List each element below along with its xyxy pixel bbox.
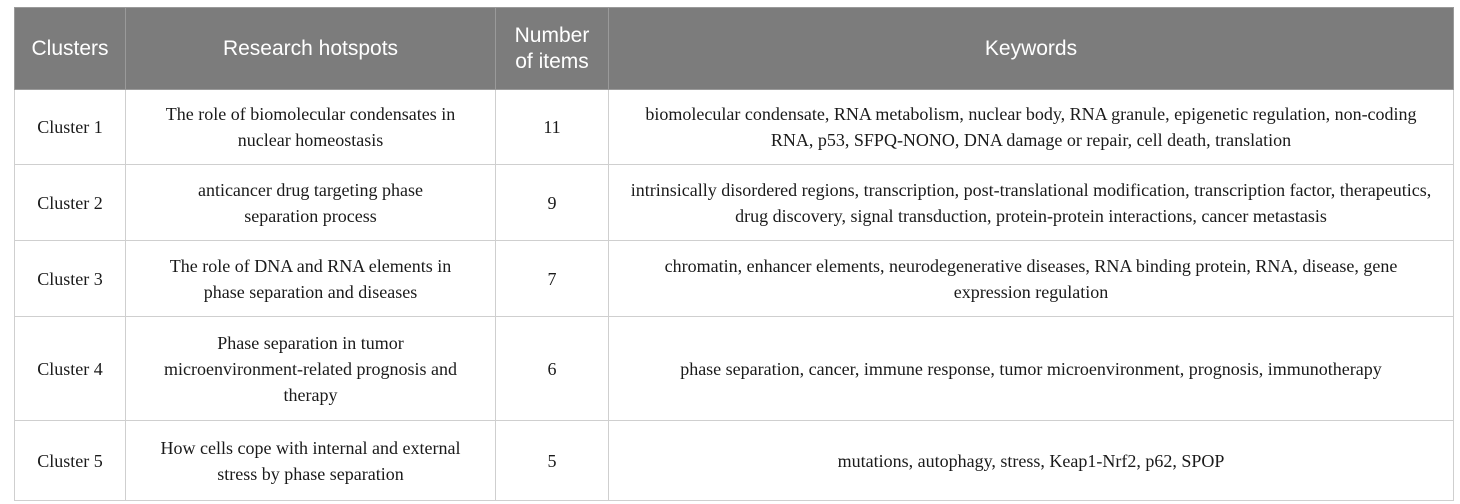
header-keywords: Keywords [609, 8, 1454, 90]
items-cell: 11 [496, 90, 609, 165]
header-number-of-items-label: Number of items [514, 23, 590, 73]
cluster-cell: Cluster 3 [15, 241, 126, 317]
table-row [15, 421, 1454, 501]
cluster-cell: Cluster 4 [15, 317, 126, 421]
keywords-cell: biomolecular condensate, RNA metabolism, nuclear body, RNA granule, epigenetic regulation, non-coding RNA, p53, SFPQ-NONO, DNA damage or repair, cell death, translation [609, 90, 1454, 165]
header-row [15, 8, 1454, 90]
hotspot-cell: The role of biomolecular condensates in nuclear homeostasis [126, 90, 496, 165]
keywords-cell: intrinsically disordered regions, transcription, post-translational modification, transcription factor, therapeutics, drug discovery, signal transduction, protein-protein interactions, cancer metastasis [609, 165, 1454, 241]
header-number-of-items [496, 8, 609, 90]
header-clusters: Clusters [15, 8, 126, 90]
hotspot-cell: Phase separation in tumor microenvironment-related prognosis and therapy [126, 317, 496, 421]
items-cell: 5 [496, 421, 609, 501]
research-hotspots-table [14, 7, 1454, 501]
table-row [15, 165, 1454, 241]
hotspot-cell: How cells cope with internal and external stress by phase separation [126, 421, 496, 501]
keywords-cell: chromatin, enhancer elements, neurodegenerative diseases, RNA binding protein, RNA, disease, gene expression regulation [609, 241, 1454, 317]
keywords-cell: mutations, autophagy, stress, Keap1-Nrf2, p62, SPOP [609, 421, 1454, 501]
items-cell: 7 [496, 241, 609, 317]
table-row [15, 241, 1454, 317]
table-row [15, 317, 1454, 421]
cluster-cell: Cluster 2 [15, 165, 126, 241]
keywords-cell: phase separation, cancer, immune response, tumor microenvironment, prognosis, immunotherapy [609, 317, 1454, 421]
cluster-cell: Cluster 5 [15, 421, 126, 501]
cluster-cell: Cluster 1 [15, 90, 126, 165]
items-cell: 6 [496, 317, 609, 421]
table-row [15, 90, 1454, 165]
items-cell: 9 [496, 165, 609, 241]
hotspot-cell: The role of DNA and RNA elements in phase separation and diseases [126, 241, 496, 317]
header-research-hotspots: Research hotspots [126, 8, 496, 90]
hotspot-cell: anticancer drug targeting phase separation process [126, 165, 496, 241]
